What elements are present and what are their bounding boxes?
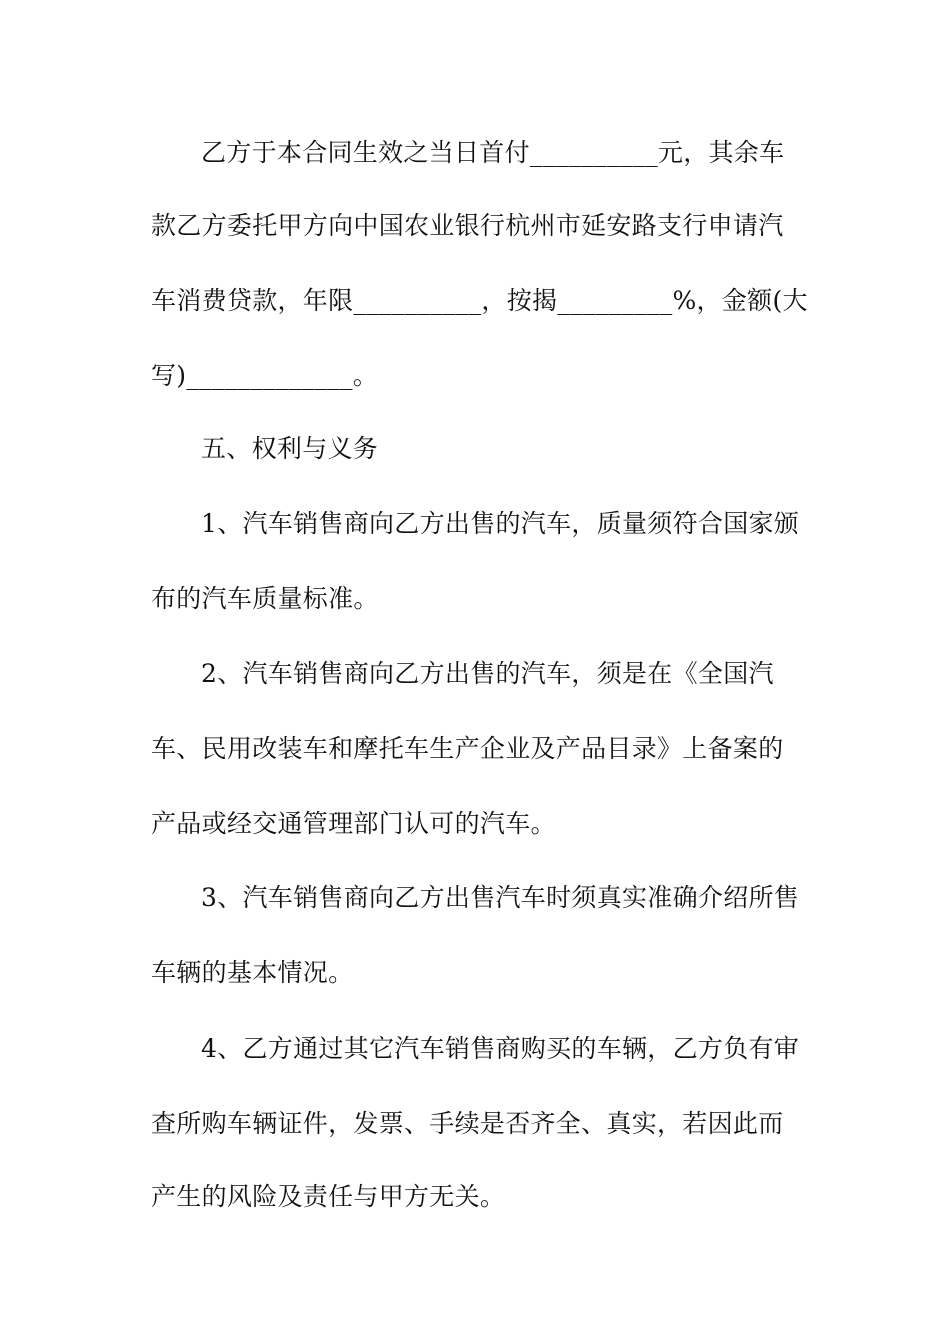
paragraph-line: 写)_____________。 <box>151 361 379 390</box>
paragraph-line: 乙方于本合同生效之当日首付__________元，其余车 <box>201 138 785 167</box>
paragraph-line: 产品或经交通管理部门认可的汽车。 <box>151 809 556 838</box>
paragraph-line: 查所购车辆证件，发票、手续是否齐全、真实，若因此而 <box>151 1109 784 1138</box>
section-heading: 五、权利与义务 <box>201 434 379 463</box>
paragraph-line: 2、汽车销售商向乙方出售的汽车，须是在《全国汽 <box>201 659 774 688</box>
paragraph-line: 车、民用改装车和摩托车生产企业及产品目录》上备案的 <box>151 734 784 763</box>
paragraph-line: 3、汽车销售商向乙方出售汽车时须真实准确介绍所售 <box>201 883 800 912</box>
paragraph-line: 1、汽车销售商向乙方出售的汽车，质量须符合国家颁 <box>201 509 800 538</box>
paragraph-line: 产生的风险及责任与甲方无关。 <box>151 1182 506 1211</box>
paragraph-line: 布的汽车质量标准。 <box>151 584 379 613</box>
paragraph-line: 车消费贷款，年限__________，按揭_________%，金额(大 <box>151 286 808 315</box>
paragraph-line: 款乙方委托甲方向中国农业银行杭州市延安路支行申请汽 <box>151 211 784 240</box>
paragraph-line: 4、乙方通过其它汽车销售商购买的车辆，乙方负有审 <box>201 1034 800 1063</box>
paragraph-line: 车辆的基本情况。 <box>151 958 354 987</box>
